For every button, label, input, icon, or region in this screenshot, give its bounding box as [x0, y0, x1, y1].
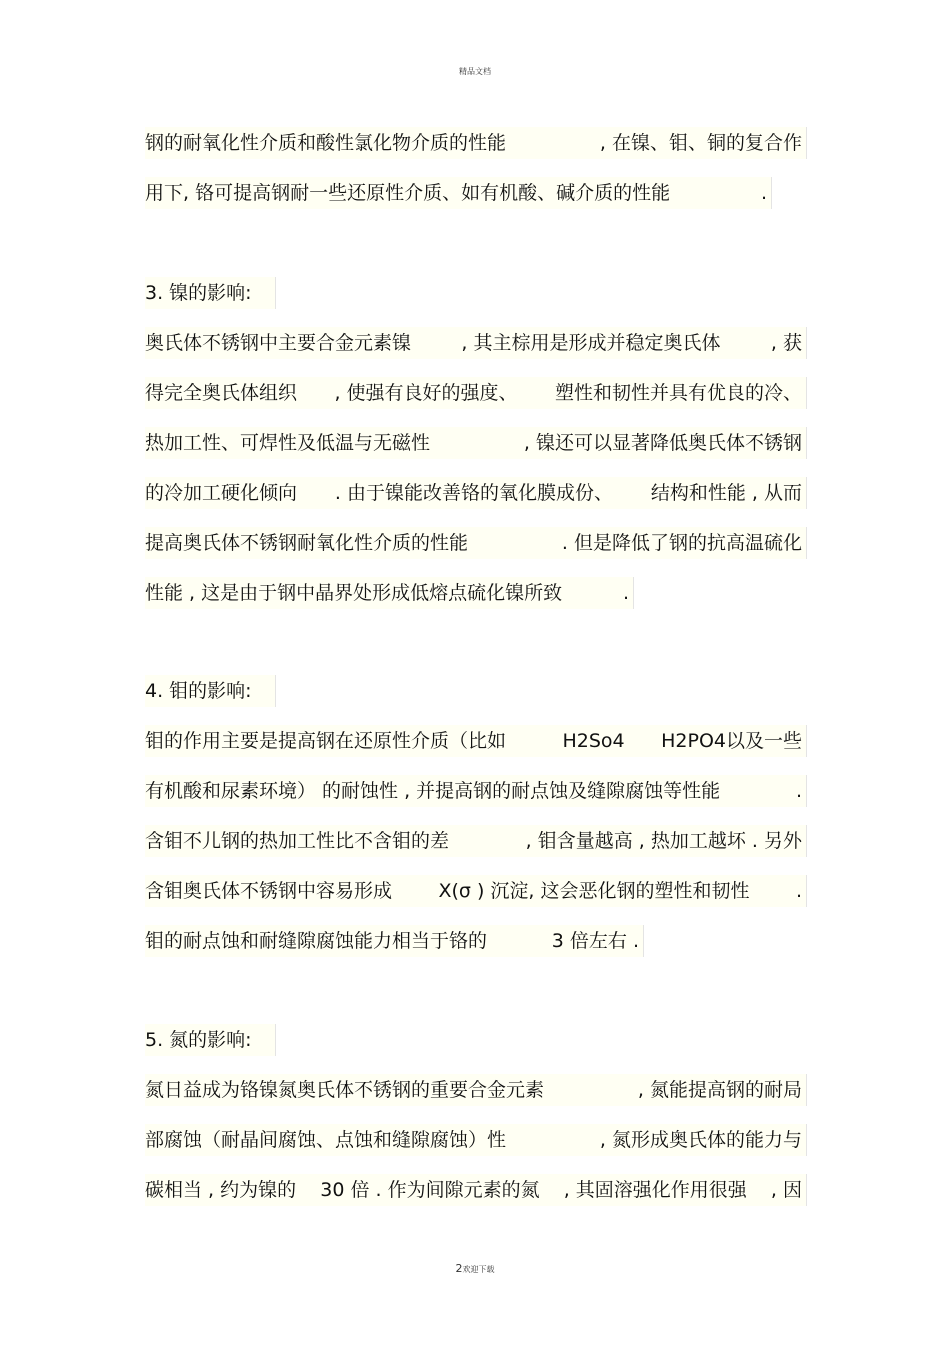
section-heading [145, 277, 276, 309]
text-segment: H2PO4以及一些 [661, 730, 802, 752]
text-line [145, 725, 807, 757]
text-segment: . 由于镍能改善铬的氧化膜成份、 [334, 482, 613, 504]
text-segment: , 使强有良好的强度、 [334, 382, 518, 404]
text-segment: H2So4 [562, 730, 625, 752]
footer-text: 欢迎下载 [462, 1265, 495, 1274]
text-segment: . [622, 582, 629, 604]
text-segment: , 其主棕用是形成并稳定奥氏体 [461, 332, 721, 354]
text-line [145, 177, 772, 209]
text-line [145, 1174, 807, 1206]
text-segment: . [760, 182, 767, 204]
text-segment: 用下, 铬可提高钢耐一些还原性介质、如有机酸、碱介质的性能 [145, 182, 671, 204]
text-line [145, 925, 644, 957]
heading-text: 4. 钼的影响: [145, 680, 252, 702]
section-heading [145, 675, 276, 707]
text-line [145, 775, 807, 807]
heading-text: 3. 镍的影响: [145, 282, 252, 304]
text-segment: . 但是降低了钢的抗高温硫化 [561, 532, 802, 554]
text-segment: 性能 , 这是由于钢中晶界处形成低熔点硫化镍所致 [145, 582, 563, 604]
heading-text: 5. 氮的影响: [145, 1029, 252, 1051]
text-segment: 的冷加工硬化倾向 [145, 482, 298, 504]
text-segment: , 氮能提高钢的耐局 [637, 1079, 802, 1101]
text-line [145, 1074, 807, 1106]
text-line [145, 825, 807, 857]
text-segment: 奥氏体不锈钢中主要合金元素镍 [145, 332, 412, 354]
text-segment: 热加工性、可焊性及低温与无磁性 [145, 432, 431, 454]
text-segment: 得完全奥氏体组织 [145, 382, 298, 404]
text-line [145, 477, 807, 509]
text-segment: , 其固溶强化作用很强 [563, 1179, 747, 1201]
text-segment: . [795, 780, 802, 802]
section-heading [145, 1024, 276, 1056]
text-segment: 有机酸和尿素环境） 的耐蚀性 , 并提高钢的耐点蚀及缝隙腐蚀等性能 [145, 780, 721, 802]
text-segment: , 在镍、钼、铜的复合作 [599, 132, 802, 154]
text-segment: 3 倍左右 . [551, 930, 639, 952]
text-segment: , 镍还可以显著降低奥氏体不锈钢 [523, 432, 802, 454]
text-segment: 提高奥氏体不锈钢耐氧化性介质的性能 [145, 532, 469, 554]
text-segment: , 氮形成奥氏体的能力与 [599, 1129, 802, 1151]
text-line [145, 427, 807, 459]
text-segment: 30 倍 . 作为间隙元素的氮 [320, 1179, 540, 1201]
text-line [145, 577, 634, 609]
text-segment: 结构和性能 , 从而 [650, 482, 802, 504]
text-line [145, 127, 807, 159]
text-line [145, 1124, 807, 1156]
text-segment: , 因 [770, 1179, 802, 1201]
text-segment: 部腐蚀（耐晶间腐蚀、点蚀和缝隙腐蚀）性 [145, 1129, 507, 1151]
text-segment: 含钼奥氏体不锈钢中容易形成 [145, 880, 393, 902]
text-segment: 碳相当 , 约为镍的 [145, 1179, 297, 1201]
text-segment: . [795, 880, 802, 902]
page-footer [0, 1262, 950, 1275]
text-segment: , 获 [770, 332, 802, 354]
text-segment: 氮日益成为铬镍氮奥氏体不锈钢的重要合金元素 [145, 1079, 545, 1101]
text-segment: 塑性和韧性并具有优良的冷、 [554, 382, 802, 404]
text-line [145, 377, 807, 409]
text-line [145, 327, 807, 359]
text-segment: X(σ ) 沉淀, 这会恶化钢的塑性和韧性 [438, 880, 750, 902]
page-number: 2 [455, 1262, 463, 1275]
text-segment: 含钼不儿钢的热加工性比不含钼的差 [145, 830, 450, 852]
text-line [145, 875, 807, 907]
text-line [145, 527, 807, 559]
text-segment: 钼的耐点蚀和耐缝隙腐蚀能力相当于铬的 [145, 930, 488, 952]
text-segment: , 钼含量越高 , 热加工越坏 . 另外 [525, 830, 802, 852]
page-header: 精品文档 [459, 67, 491, 76]
text-segment: 钼的作用主要是提高钢在还原性介质（比如 [145, 730, 507, 752]
text-segment: 钢的耐氧化性介质和酸性氯化物介质的性能 [145, 132, 507, 154]
